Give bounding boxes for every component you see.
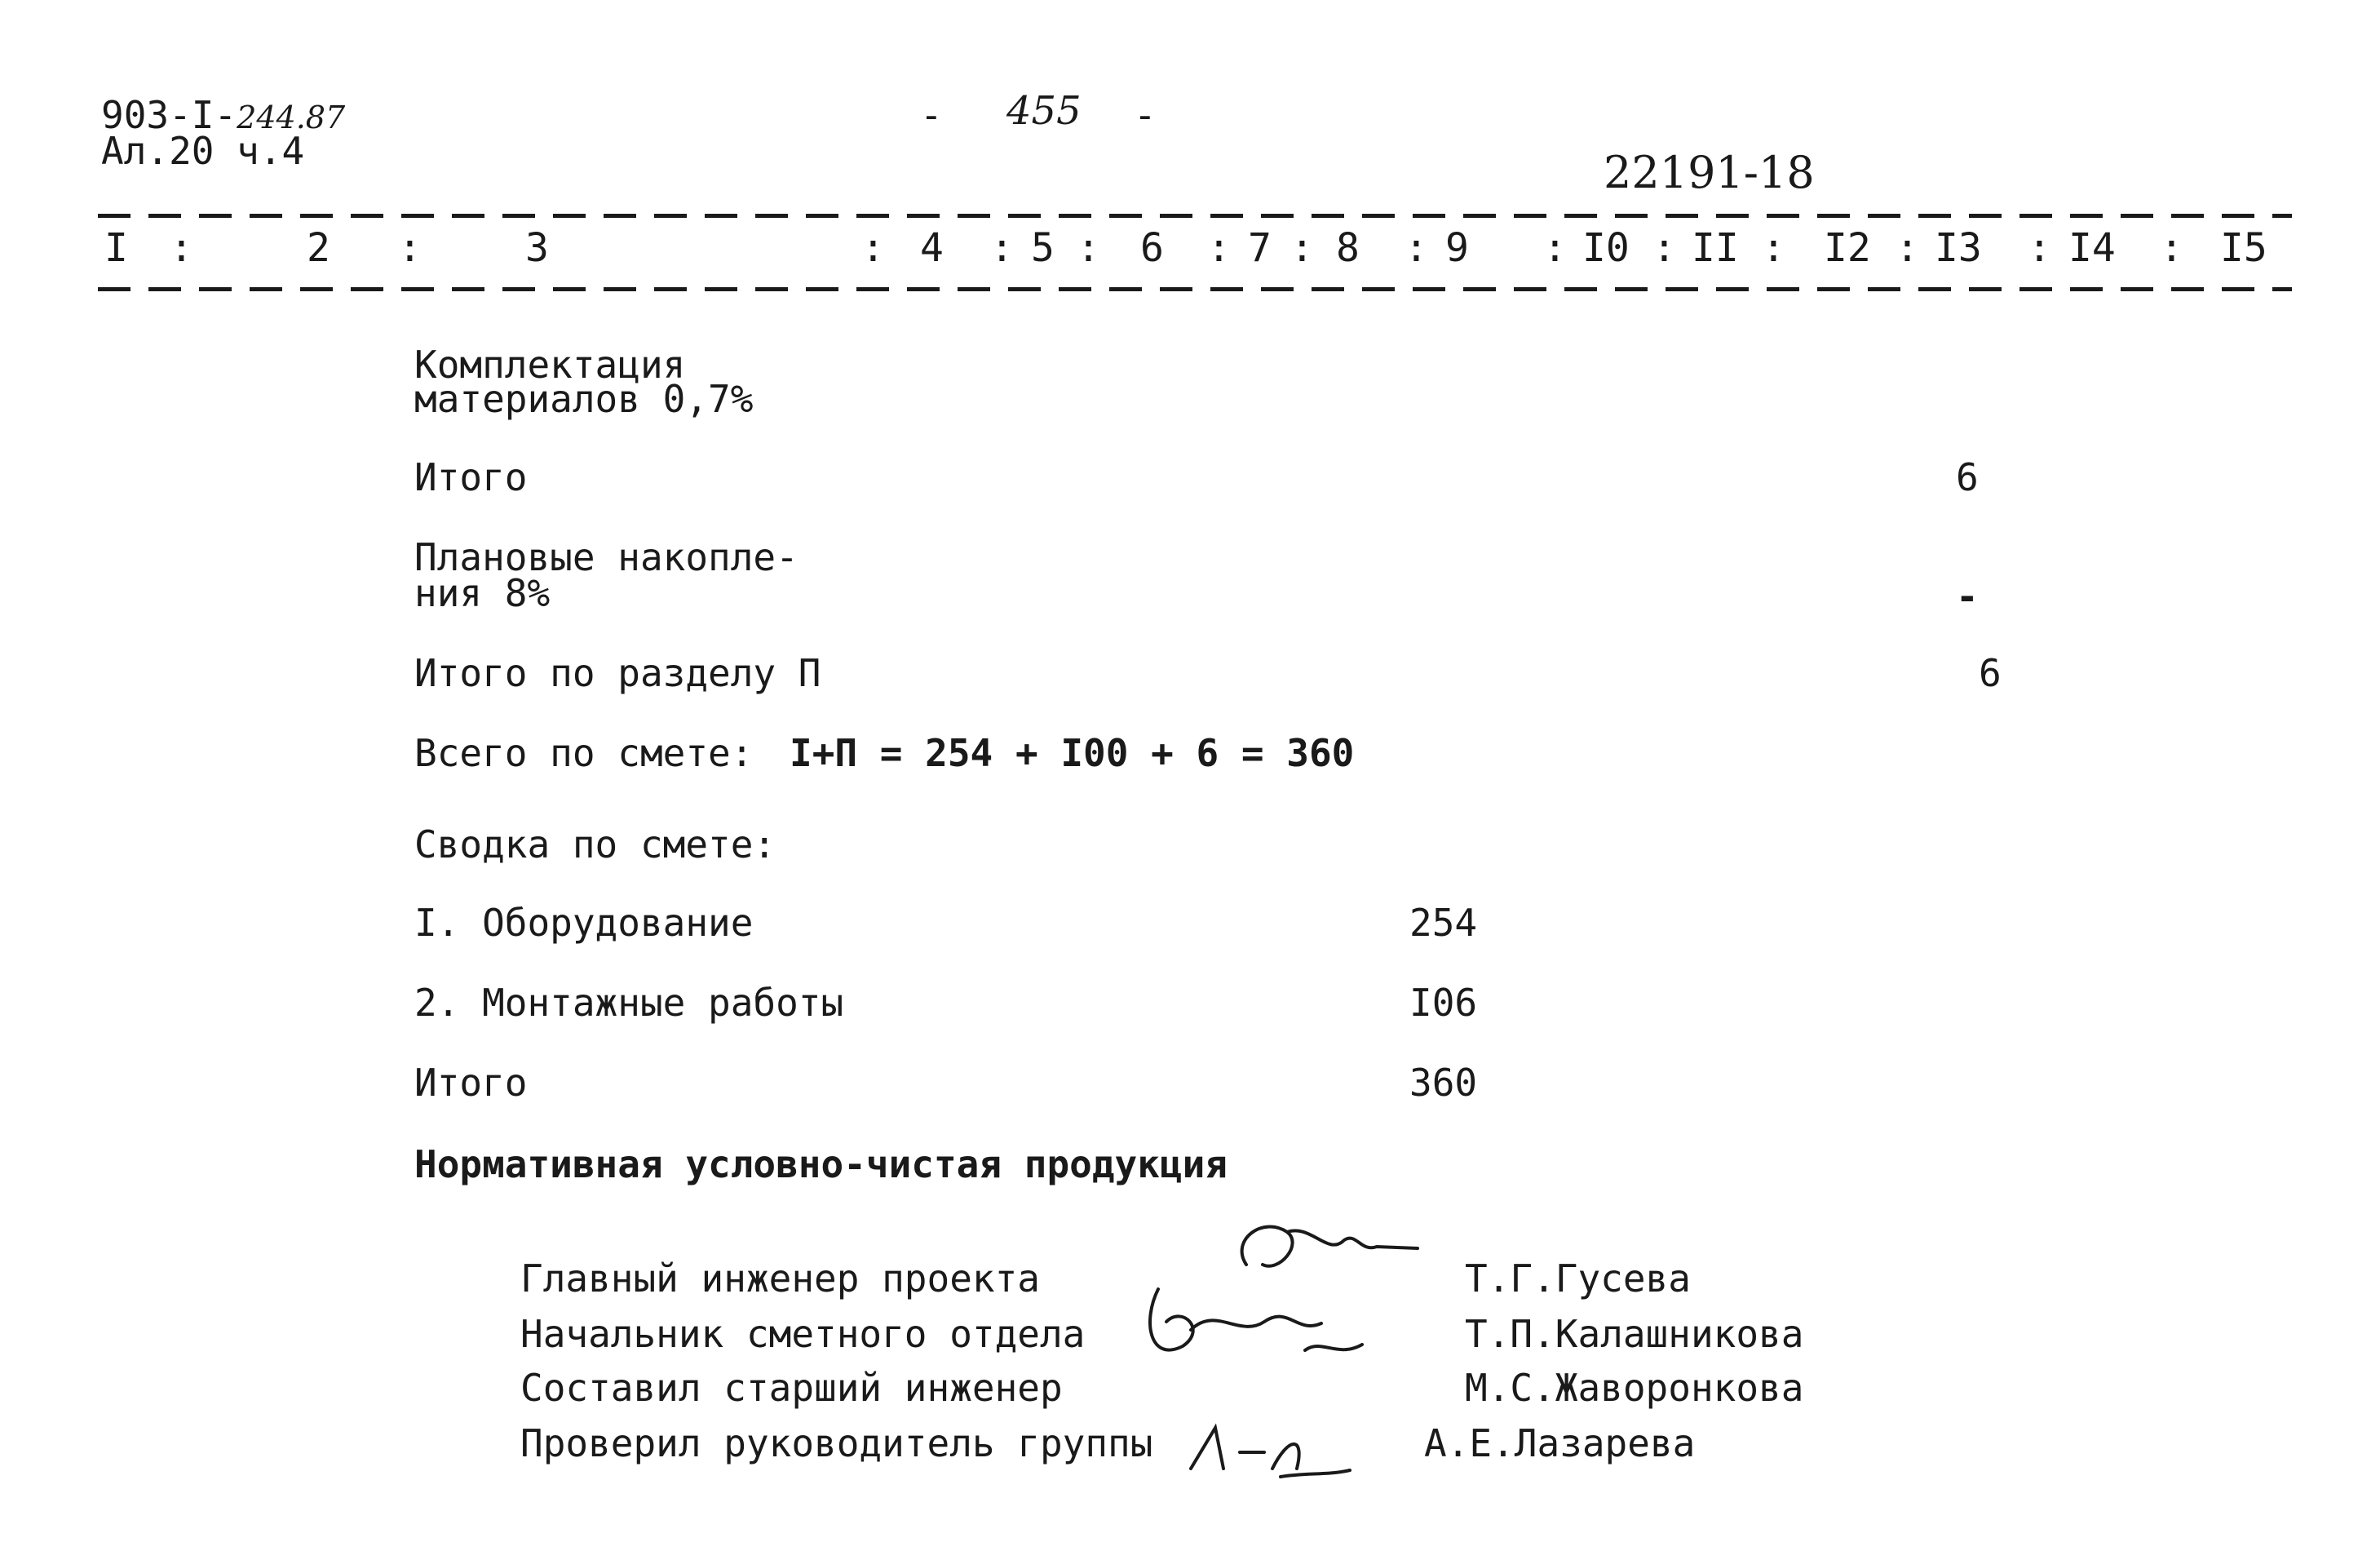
col-sep: : — [2028, 225, 2051, 271]
grand-total-formula: I+П = 254 + I00 + 6 = 360 — [790, 731, 1355, 775]
col-sep: : — [170, 225, 193, 271]
page-number: 455 — [1006, 88, 1082, 134]
page-dash-right: - — [1134, 93, 1157, 137]
section-total-label: Итого по разделу П — [414, 651, 821, 695]
equipment-value: 254 — [1409, 901, 1478, 945]
summary-title: Сводка по смете: — [414, 822, 776, 866]
col-3: 3 — [525, 225, 549, 271]
summary-total-value: 360 — [1409, 1061, 1478, 1105]
col-12: I2 — [1824, 225, 1871, 271]
col-13: I3 — [1935, 225, 1982, 271]
signature-name: Т.П.Калашникова — [1465, 1312, 1804, 1356]
col-sep: : — [1762, 225, 1785, 271]
doc-code-handwritten: 244.87 — [237, 100, 346, 135]
col-9: 9 — [1445, 225, 1469, 271]
grand-total-label: Всего по смете: — [414, 731, 754, 775]
signature-lazareva-scribble — [1175, 1411, 1354, 1485]
top-dashed-rule — [98, 214, 2292, 218]
album-part: Ал.20 ч.4 — [101, 129, 305, 173]
signature-name: М.С.Жаворонкова — [1465, 1366, 1804, 1410]
col-1: I — [104, 225, 128, 271]
total1-value: 6 — [1956, 455, 1979, 499]
col-15: I5 — [2220, 225, 2267, 271]
planned-line1: Плановые накопле- — [414, 535, 798, 579]
col-sep: : — [1207, 225, 1231, 271]
completion-line2: материалов 0,7% — [414, 377, 754, 421]
col-8: 8 — [1336, 225, 1360, 271]
col-6: 6 — [1140, 225, 1164, 271]
summary-total-label: Итого — [414, 1061, 528, 1105]
signature-role: Главный инженер проекта — [520, 1256, 1040, 1301]
equipment-label: I. Оборудование — [414, 901, 754, 945]
col-sep: : — [2160, 225, 2183, 271]
col-10: I0 — [1582, 225, 1630, 271]
col-sep: : — [1896, 225, 1919, 271]
installation-value: I06 — [1409, 981, 1478, 1025]
col-sep: : — [861, 225, 885, 271]
signature-role: Проверил руководитель группы — [520, 1421, 1153, 1465]
normative-label: Нормативная условно-чистая продукция — [414, 1142, 1228, 1186]
col-sep: : — [1290, 225, 1314, 271]
planned-value: - — [1956, 574, 1979, 618]
col-sep: : — [1405, 225, 1428, 271]
col-11: II — [1692, 225, 1739, 271]
installation-label: 2. Монтажные работы — [414, 981, 844, 1025]
col-sep: : — [1543, 225, 1567, 271]
signature-name: А.Е.Лазарева — [1424, 1421, 1696, 1465]
planned-line2: ния 8% — [414, 571, 551, 615]
col-sep: : — [1652, 225, 1676, 271]
col-sep: : — [990, 225, 1014, 271]
col-2: 2 — [307, 225, 330, 271]
sheet-id: 22191-18 — [1604, 147, 1815, 198]
signature-kalashnikova-scribble — [1134, 1273, 1378, 1379]
col-14: I4 — [2068, 225, 2116, 271]
signature-name: Т.Г.Гусева — [1465, 1256, 1691, 1301]
doc-code-prefix: 903-I- — [101, 93, 237, 137]
col-4: 4 — [920, 225, 944, 271]
signature-role: Начальник сметного отдела — [520, 1312, 1086, 1356]
completion-line1: Комплектация — [414, 343, 686, 387]
section-total-value: 6 — [1979, 651, 2002, 695]
col-sep: : — [1077, 225, 1100, 271]
total1-label: Итого — [414, 455, 528, 499]
col-7: 7 — [1248, 225, 1272, 271]
col-5: 5 — [1031, 225, 1055, 271]
signature-role: Составил старший инженер — [520, 1366, 1063, 1410]
col-sep: : — [398, 225, 422, 271]
bottom-dashed-rule — [98, 287, 2292, 291]
page-dash-left: - — [920, 93, 943, 137]
